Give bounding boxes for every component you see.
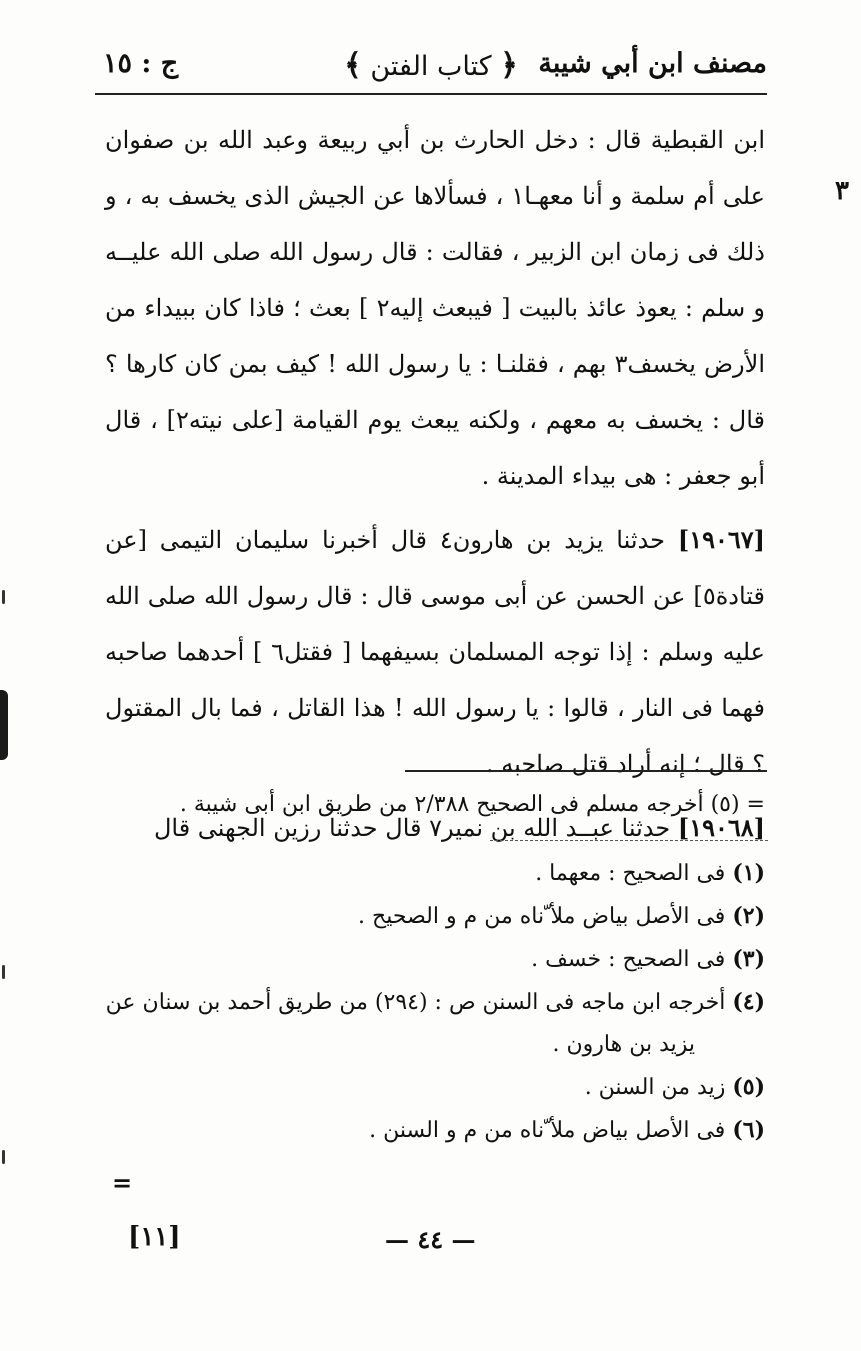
footnote-number: (٤) <box>732 989 765 1015</box>
main-text <box>105 112 765 856</box>
footnote-text: فى الصحيح : خسف . <box>531 947 726 972</box>
footnote-5 <box>105 1066 765 1109</box>
footnote-4 <box>105 981 765 1024</box>
footnotes <box>105 852 765 1152</box>
section-title <box>344 48 518 83</box>
footnote-2 <box>105 895 765 938</box>
footnote-divider <box>490 840 768 841</box>
footnote-number: (١) <box>732 860 765 886</box>
footnote-4-continued <box>105 1024 765 1066</box>
hadith-text: حدثنا عبــد الله بن نمير٧ قال حدثنا رزين الجهنى قال <box>153 814 671 842</box>
footnote-rule <box>405 770 767 772</box>
footnote-text: أخرجه ابن ماجه فى السنن ص : (٢٩٤) من طريق أحمد بن سنان عن <box>105 990 726 1015</box>
footnote-text: زيد من السنن . <box>584 1075 726 1100</box>
book-title: مصنف ابن أبي شيبة <box>538 48 767 79</box>
running-header <box>95 42 767 92</box>
header-rule <box>95 93 767 95</box>
hadith-text: حدثنا يزيد بن هارون٤ قال أخبرنا سليمان التيمى [عن قتادة٥] عن الحسن عن أبى موسى قال : قال رسول الله صلى الله عليه وسلم : إذا توجه المسلمان بسيفهما [ فقتل٦ ] أحدهما صاحبه فهما فى النار ، قالوا : يا رسول الله ! هذا القاتل ، فما بال المقتول ؟ قال ؛ إنه أراد قتل صاحبه . <box>105 526 765 778</box>
footnote-number: (٢) <box>732 903 765 929</box>
volume-label: ج : ١٥ <box>103 48 179 79</box>
section-title-text: كتاب الفتن <box>370 51 492 82</box>
hadith-number: [١٩٠٦٧] <box>677 525 765 554</box>
continuation-mark: = <box>112 1168 133 1197</box>
scan-edge-dot <box>2 1150 5 1164</box>
scan-edge-dot <box>2 590 5 604</box>
hadith-number: [١٩٠٦٨] <box>677 813 765 842</box>
page-number: — ٤٤ — <box>385 1225 476 1254</box>
footnote-text: فى الصحيح : معهما . <box>535 861 726 886</box>
margin-mark: ٣ <box>835 176 849 206</box>
footnote-number: (٥) <box>732 1074 765 1100</box>
scan-edge-mark <box>0 690 8 760</box>
footnote-1 <box>105 852 765 895</box>
footnote-3 <box>105 938 765 981</box>
bracket-open: ﴿ <box>500 48 518 83</box>
footnote-number: (٣) <box>732 946 765 972</box>
paragraph-1: ابن القبطية قال : دخل الحارث بن أبي ربيعة وعبد الله بن صفوان على أم سلمة و أنا معهـا١ ، فسألاها عن الجيش الذى يخسف به ، و ذلك فى زمان ابن الزبير ، فقالت : قال رسول الله صلى الله عليــه و سلم : يعوذ عائذ بالبيت [ فيبعث إليه٢ ] بعث ؛ فاذا كان ببيداء من الأرض يخسف٣ بهم ، فقلنـا : يا رسول الله ! كيف بمن كان كارها ؟ قال : يخسف به معهم ، ولكنه يبعث يوم القيامة [على نيته٢] ، قال أبو جعفر : هى بيداء المدينة . <box>105 126 766 490</box>
scan-edge-dot <box>2 965 5 979</box>
bracket-close: ﴾ <box>344 48 362 83</box>
footnote-text: يزيد بن هارون . <box>552 1032 695 1057</box>
footnote-text: فى الأصل بياض ملأ ّناه من م و الصحيح . <box>358 904 726 929</box>
signature-number: [١١] <box>128 1222 181 1252</box>
footnote-number: (٦) <box>732 1117 765 1143</box>
footnote-text: فى الأصل بياض ملأ ّناه من م و السنن . <box>369 1118 726 1143</box>
hadith-19067 <box>105 512 765 792</box>
footnote-continuation: = (٥) أخرجه مسلم فى الصحيح ٢/٣٨٨ من طريق ابن أبى شيبة . <box>179 792 765 817</box>
footnote-6 <box>105 1109 765 1152</box>
